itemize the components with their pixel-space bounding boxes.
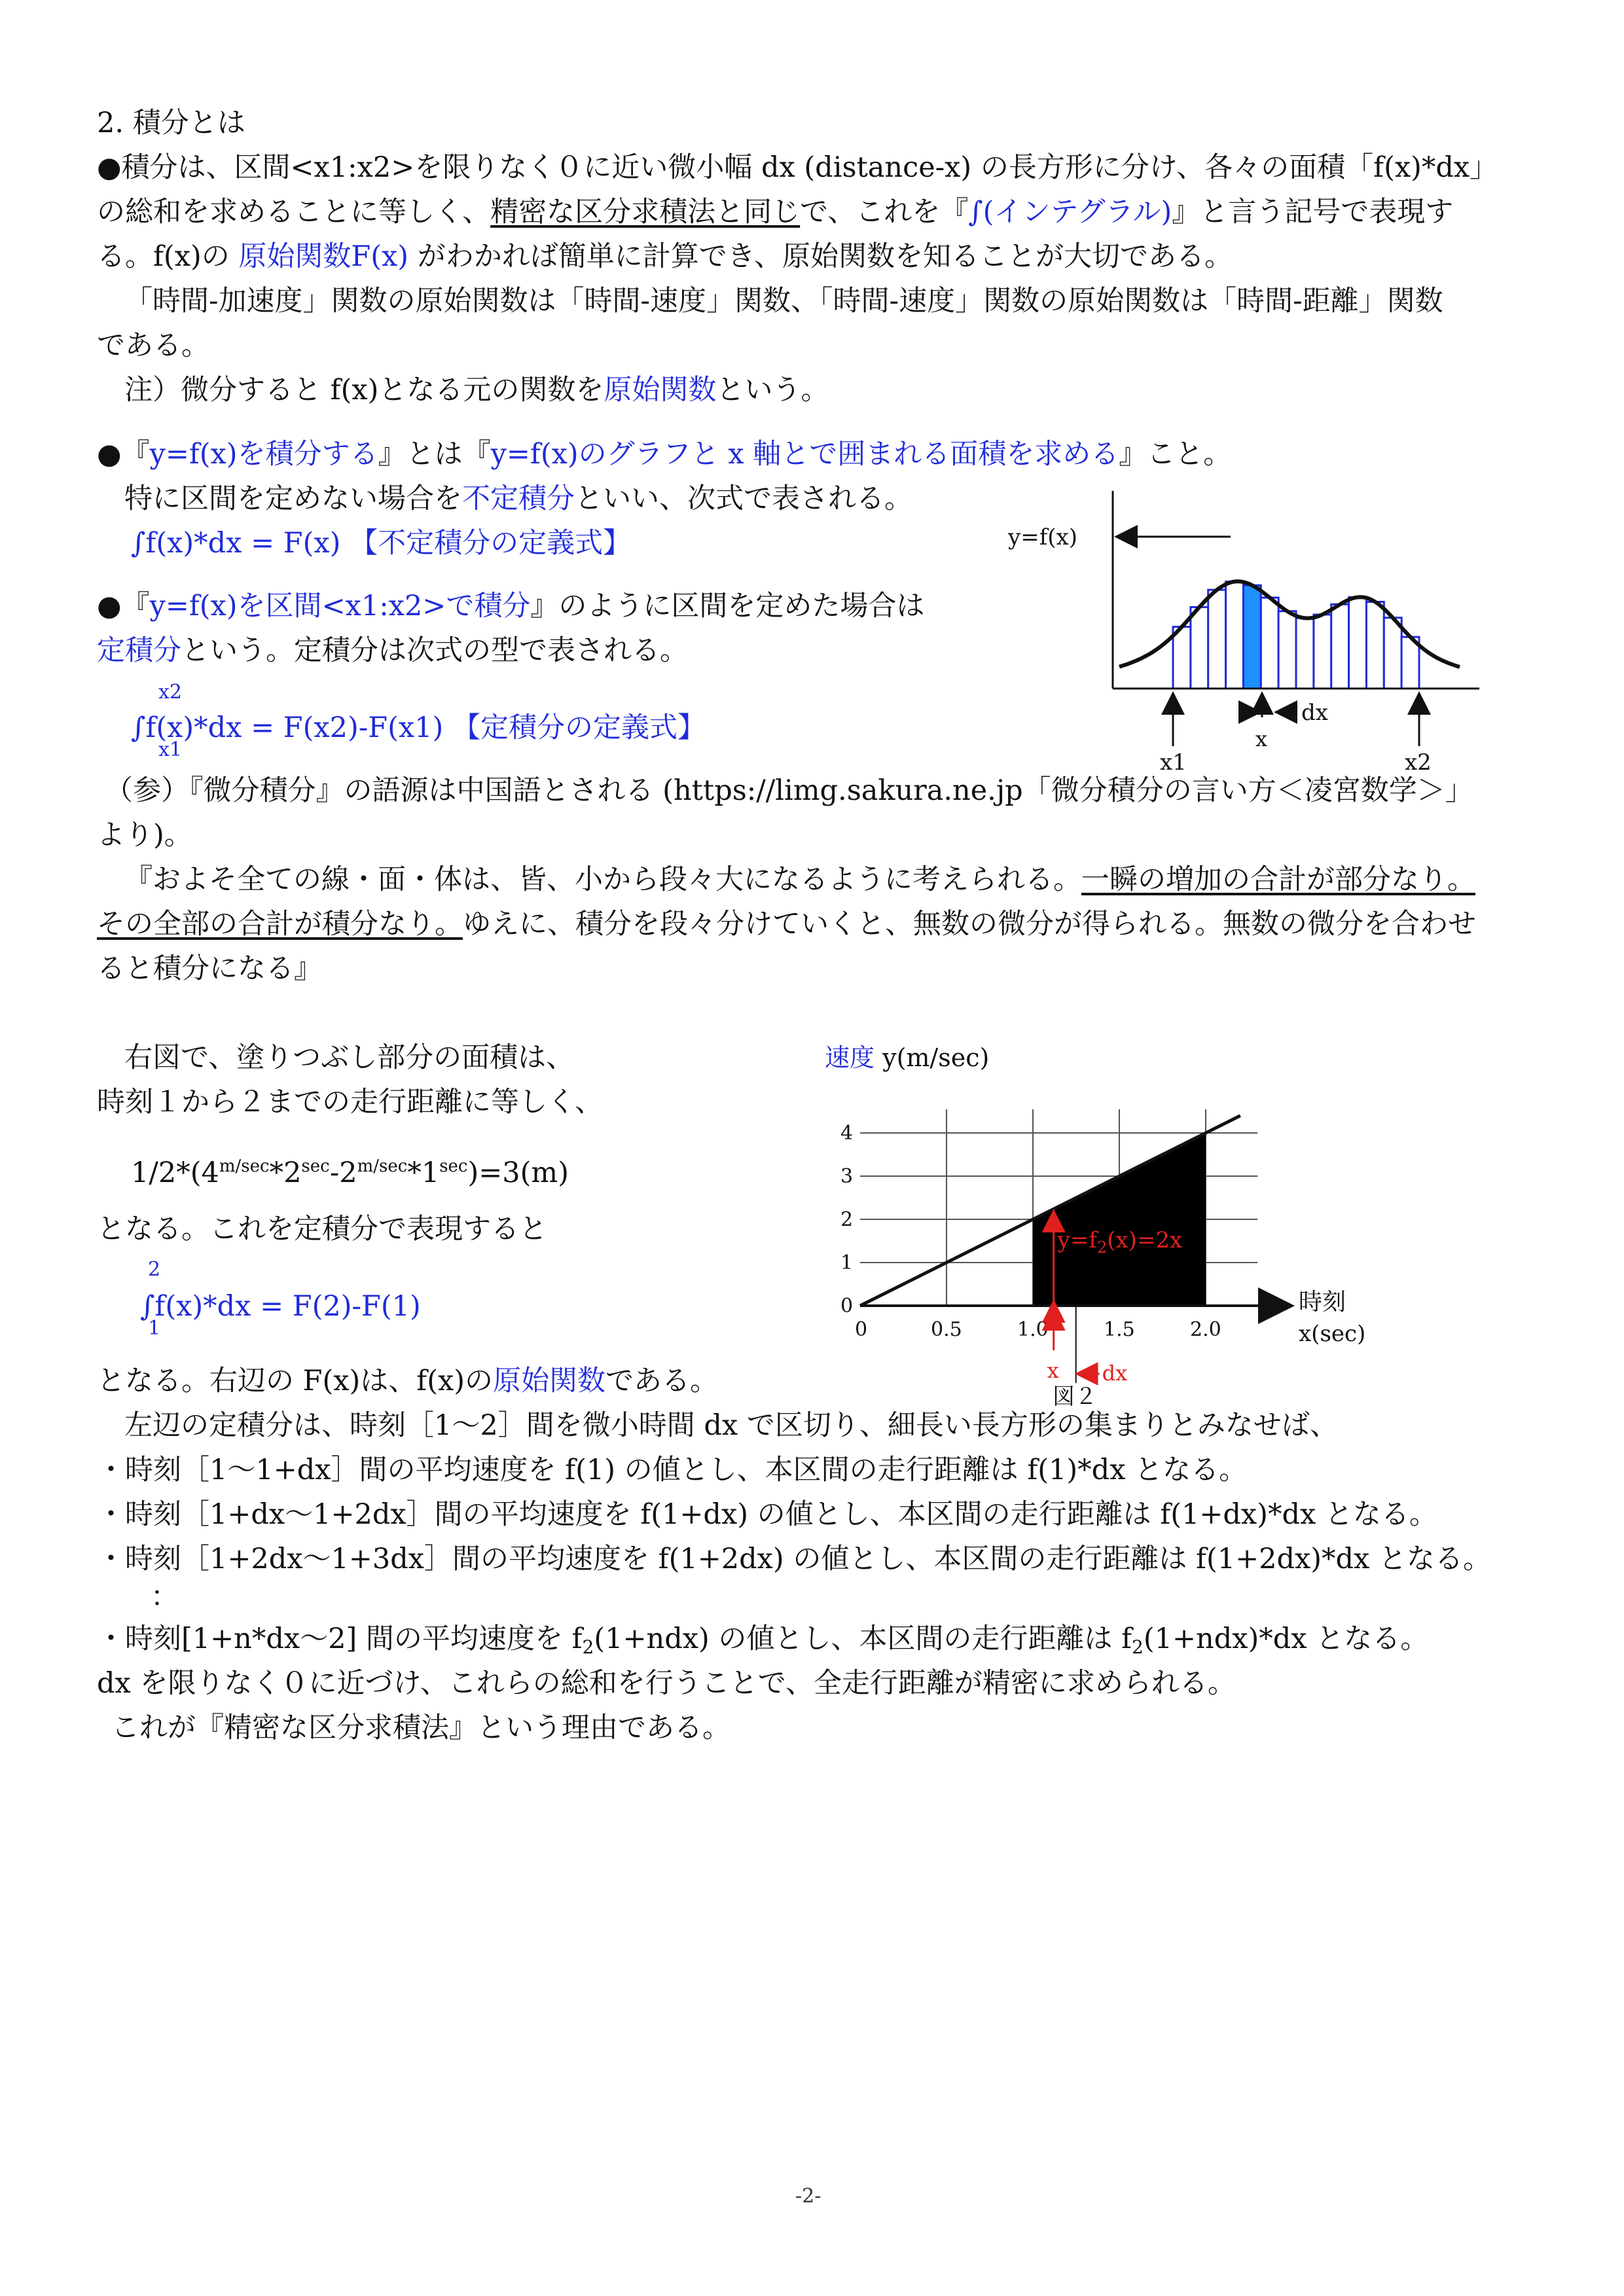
blue-term: y=f(x)を積分する xyxy=(149,438,378,471)
ylabel-text: y=f(x) xyxy=(1008,524,1077,550)
para5-line6 xyxy=(97,1619,1428,1667)
para5-line1: 左辺の定積分は、時刻［1〜2］間を微小時間 dx で区切り、細長い長方形の集まりとみなせば、 xyxy=(124,1409,1338,1442)
para1-line5: である。 xyxy=(97,329,209,362)
para5-line2: ・時刻［1〜1+dx］間の平均速度を f(1) の値とし、本区間の走行距離は f(1)*dx となる。 xyxy=(97,1454,1248,1486)
x-tick-label: 1.5 xyxy=(1104,1318,1135,1341)
riemann-bar xyxy=(1261,598,1278,689)
para5-ellipsis: ： xyxy=(151,1581,179,1613)
title-blue: 速度 xyxy=(825,1043,875,1072)
indefinite-integral-formula: ∫f(x)*dx = F(x) 【不定積分の定義式】 xyxy=(131,527,632,560)
text: という。定積分は次式の型で表される。 xyxy=(181,634,688,667)
integral-lower-limit: 1 xyxy=(148,1317,161,1340)
text: 』とは『 xyxy=(378,438,491,471)
x-tick-label: 1.0 xyxy=(1017,1318,1049,1341)
blue-term: 不定積分 xyxy=(462,482,575,515)
blue-term: y=f(x)を区間<x1:x2>で積分 xyxy=(149,590,531,622)
underlined-term: 精密な区分求積法と同じ xyxy=(490,196,801,228)
dx-label: dx xyxy=(1301,700,1328,726)
velocity-chart xyxy=(812,1024,1401,1417)
para1-line4: 「時間-加速度」関数の原始関数は「時間-速度」関数、「時間-速度」関数の原始関数は「時間-距離」関数 xyxy=(124,285,1443,317)
reference-line2: より)。 xyxy=(97,819,192,852)
underlined-text: 一瞬の増加の合計が部分なり。 xyxy=(1081,863,1475,896)
para1-line2 xyxy=(97,192,1453,232)
para1-note xyxy=(124,370,829,410)
text: る。f(x)の xyxy=(97,240,239,273)
chart-title xyxy=(825,1043,989,1072)
para2-line1 xyxy=(97,435,1231,474)
para4-line3: となる。これを定積分で表現すると xyxy=(97,1213,547,1246)
y-tick-label: 3 xyxy=(840,1165,854,1188)
text: という。 xyxy=(716,374,829,406)
text: となる。右辺の F(x)は、f(x)の xyxy=(97,1365,494,1397)
x-tick-label: 2.0 xyxy=(1190,1318,1221,1341)
text: )=3(m) xyxy=(467,1157,569,1189)
text: 注）微分すると f(x)となる元の関数を xyxy=(124,374,604,406)
y-tick-label: 0 xyxy=(840,1295,854,1318)
riemann-bar xyxy=(1226,582,1244,689)
text: 』と言う記号で表現す xyxy=(1172,196,1454,228)
y-tick-label: 2 xyxy=(840,1208,854,1231)
x2-label: x2 xyxy=(1405,749,1432,772)
x-tick-label: 0 xyxy=(855,1318,868,1341)
unit-sup: m/sec xyxy=(219,1157,270,1176)
x-axis-label-unit: x(sec) xyxy=(1299,1321,1366,1347)
riemann-bar xyxy=(1191,607,1208,689)
definite-lower-limit: x1 xyxy=(158,738,183,761)
integral-1-2-formula: ∫f(x)*dx = F(2)-F(1) xyxy=(140,1290,421,1323)
figure-caption: 図２ xyxy=(1053,1384,1097,1410)
riemann-bar xyxy=(1173,627,1191,689)
quote-line1 xyxy=(124,860,1475,899)
blue-term: y=f(x)のグラフと x 軸とで囲まれる面積を求める xyxy=(490,438,1119,471)
para5-line3: ・時刻［1+dx〜1+2dx］間の平均速度を f(1+dx) の値とし、本区間の走行距離は f(1+dx)*dx となる。 xyxy=(97,1498,1437,1531)
para4-line1: 右図で、塗りつぶし部分の面積は、 xyxy=(124,1041,575,1074)
eq-part: (x)=2x xyxy=(1107,1227,1183,1253)
para2-line2 xyxy=(124,479,912,518)
unit-sup: m/sec xyxy=(357,1157,408,1176)
quote-line3: ると積分になる』 xyxy=(97,952,322,985)
underlined-text: その全部の合計が積分なり。 xyxy=(97,908,463,941)
para3-line2 xyxy=(97,631,688,670)
dx-label: dx xyxy=(1102,1361,1128,1386)
riemann-bar xyxy=(1208,590,1226,689)
riemann-bar xyxy=(1384,618,1401,689)
reference-line1: （参）『微分積分』の語源は中国語とされる (https://limg.sakura.ne.jp「微分積分の言い方＜凌宮数学＞」 xyxy=(105,774,1473,807)
blue-term: 定積分 xyxy=(97,634,181,667)
riemann-bar xyxy=(1366,602,1384,689)
eq-part: y=f xyxy=(1057,1227,1097,1253)
x-marker-label: x xyxy=(1047,1358,1059,1383)
primitive-term: 原始関数 xyxy=(604,374,717,406)
text: で、これを『 xyxy=(800,196,969,228)
riemann-bar xyxy=(1314,615,1331,689)
quote-line2 xyxy=(97,905,1476,944)
text: *1 xyxy=(407,1157,440,1189)
text: 『およそ全ての線・面・体は、皆、小から段々大になるように考えられる。 xyxy=(124,863,1081,896)
line-equation xyxy=(1057,1227,1183,1257)
para4-line2: 時刻１から２までの走行距離に等しく、 xyxy=(97,1086,604,1119)
text: *2 xyxy=(269,1157,302,1189)
highlighted-bar xyxy=(1243,585,1261,689)
subscript: 2 xyxy=(1132,1636,1144,1658)
integral-upper-limit: 2 xyxy=(148,1258,161,1281)
y-tick-labels xyxy=(840,1122,853,1318)
unit-sup: sec xyxy=(301,1157,330,1176)
para1-line1: ●積分は、区間<x1:x2>を限りなく０に近い微小幅 dx (distance-x) の長方形に分け、各々の面積「f(x)*dx」 xyxy=(97,151,1498,184)
riemann-bar xyxy=(1331,604,1349,689)
y-tick-label: 4 xyxy=(840,1122,854,1145)
text: (1+ndx)*dx となる。 xyxy=(1143,1623,1429,1655)
definite-integral-formula: ∫f(x)*dx = F(x2)-F(x1) 【定積分の定義式】 xyxy=(131,711,706,744)
title-rest: y(m/sec) xyxy=(875,1043,990,1072)
para1-line3 xyxy=(97,237,1233,276)
text: ゆえに、積分を段々分けていくと、無数の微分が得られる。無数の微分を合わせ xyxy=(463,908,1476,941)
para4-line4 xyxy=(97,1361,718,1401)
area-calculation xyxy=(131,1147,569,1193)
text: ●『 xyxy=(97,438,150,471)
text: ●『 xyxy=(97,590,150,622)
para3-line1 xyxy=(97,586,924,626)
para5-line4: ・時刻［1+2dx〜1+3dx］間の平均速度を f(1+2dx) の値とし、本区間の走行距離は f(1+2dx)*dx となる。 xyxy=(97,1543,1491,1575)
x-label: x xyxy=(1255,726,1268,751)
riemann-bar xyxy=(1349,598,1367,689)
x1-label: x1 xyxy=(1160,749,1187,772)
para5-line8: これが『精密な区分求積法』という理由である。 xyxy=(111,1712,731,1744)
integral-term: ∫(インテグラル) xyxy=(968,196,1172,228)
primitive-term: 原始関数 xyxy=(493,1365,606,1397)
section-heading: 2. 積分とは xyxy=(97,107,245,139)
text: ・時刻[1+n*dx〜2] 間の平均速度を f xyxy=(97,1623,583,1655)
x-axis-label-jp: 時刻 xyxy=(1299,1289,1346,1316)
y-tick-label: 1 xyxy=(840,1251,854,1274)
text: である。 xyxy=(605,1365,719,1397)
subscript: 2 xyxy=(582,1636,594,1658)
text: (1+ndx) の値とし、本区間の走行距離は f xyxy=(594,1623,1132,1655)
text: 1/2*(4 xyxy=(131,1157,219,1189)
unit-sup: sec xyxy=(439,1157,468,1176)
text: 特に区間を定めない場合を xyxy=(124,482,462,515)
riemann-sum-figure xyxy=(1008,484,1558,772)
text: -2 xyxy=(329,1157,357,1189)
x-tick-label: 0.5 xyxy=(931,1318,962,1341)
page-number: -2- xyxy=(795,2185,821,2208)
primitive-term: 原始関数F(x) xyxy=(238,240,409,273)
text: 』のように区間を定めた場合は xyxy=(530,590,925,622)
riemann-bar xyxy=(1296,618,1314,689)
riemann-bar xyxy=(1278,611,1296,689)
para5-line7: dx を限りなく０に近づけ、これらの総和を行うことで、全走行距離が精密に求められる。 xyxy=(97,1667,1236,1700)
eq-sub: 2 xyxy=(1096,1238,1108,1257)
text: 』こと。 xyxy=(1119,438,1232,471)
definite-upper-limit: x2 xyxy=(158,681,183,704)
x-tick-labels xyxy=(855,1318,1221,1341)
text: といい、次式で表される。 xyxy=(575,482,912,515)
text: の総和を求めることに等しく、 xyxy=(97,196,491,228)
text: がわかれば簡単に計算でき、原始関数を知ることが大切である。 xyxy=(408,240,1233,273)
